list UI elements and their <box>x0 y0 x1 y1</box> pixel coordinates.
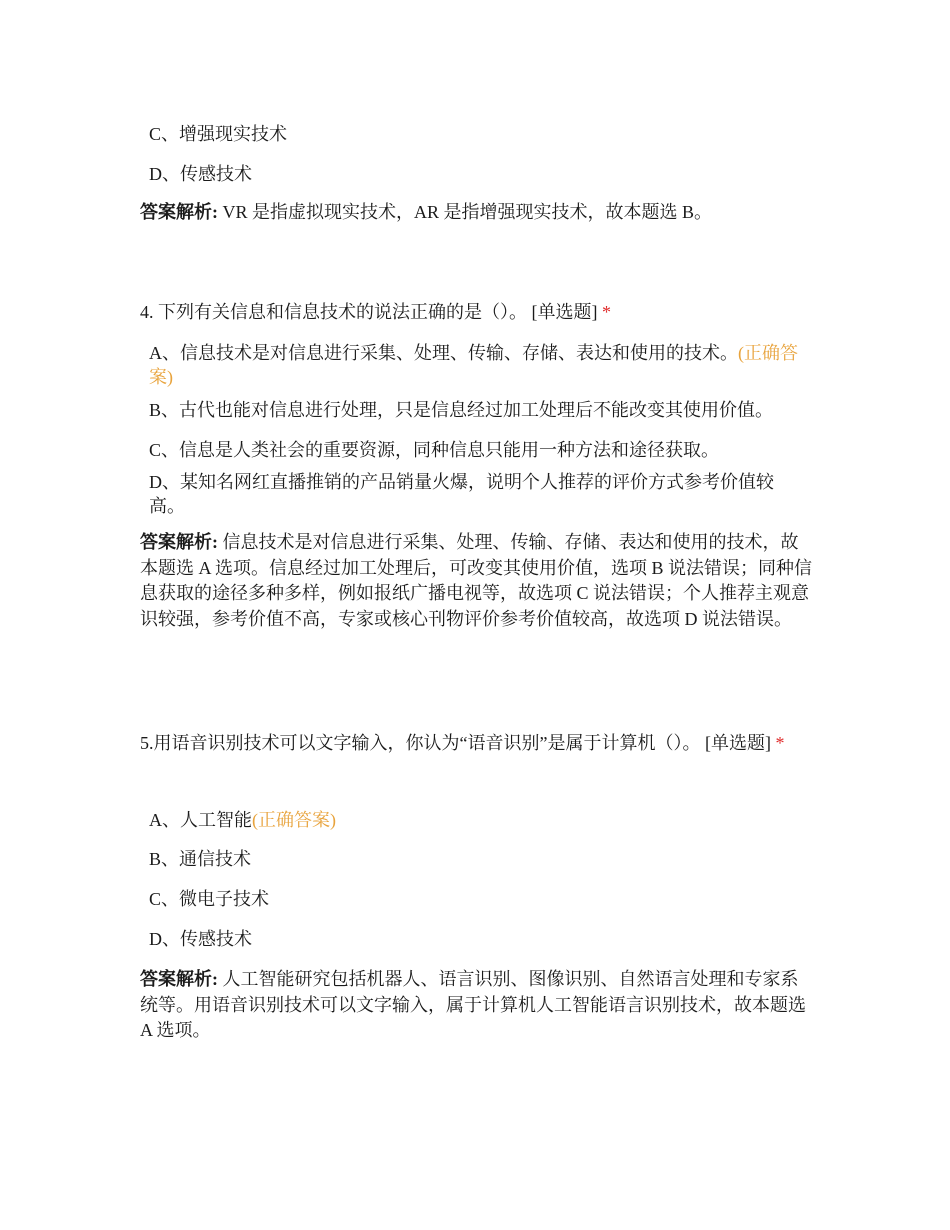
option-text: D、传感技术 <box>149 164 252 184</box>
option-text: C、增强现实技术 <box>149 124 288 144</box>
q5-option-a <box>149 808 809 832</box>
option-text: A、人工智能 <box>149 810 252 830</box>
analysis-label: 答案解析: <box>140 532 218 552</box>
q5-option-b <box>149 847 809 871</box>
option-text: B、古代也能对信息进行处理，只是信息经过加工处理后不能改变其使用价值。 <box>149 400 774 420</box>
q3-option-d <box>149 162 809 186</box>
q4-option-d <box>149 470 809 518</box>
q4-option-a <box>149 341 809 389</box>
required-mark: * <box>602 302 611 322</box>
q5-option-d <box>149 927 809 951</box>
q4-option-b <box>149 398 809 422</box>
option-text: B、通信技术 <box>149 849 252 869</box>
q3-option-c <box>149 122 809 146</box>
analysis-text: 人工智能研究包括机器人、语言识别、图像识别、自然语言处理和专家系统等。用语音识别技术可以文字输入，属于计算机人工智能语言识别技术，故本题选 A 选项。 <box>140 969 806 1040</box>
analysis-text: 信息技术是对信息进行采集、处理、传输、存储、表达和使用的技术，故本题选 A 选项。信息经过加工处理后，可改变其使用价值，选项 B 说法错误；同种信息获取的途径多种多样，例如报纸广播电视等，故选项 C 说法错误；个人推荐主观意识较强，参考价值不高，专家或核心刊物评价参考价值较高，故选项 D 说法错误。 <box>140 532 813 629</box>
analysis-label: 答案解析: <box>140 969 218 989</box>
option-text: A、信息技术是对信息进行采集、处理、传输、存储、表达和使用的技术。 <box>149 343 738 363</box>
analysis-label: 答案解析: <box>140 202 218 222</box>
analysis-text: VR 是指虚拟现实技术，AR 是指增强现实技术，故本题选 B。 <box>222 202 713 222</box>
q4-stem <box>140 297 812 328</box>
q5-stem <box>140 728 812 759</box>
correct-answer-tag: (正确答案) <box>149 343 798 387</box>
correct-answer-tag: (正确答案) <box>252 810 336 830</box>
option-text: C、信息是人类社会的重要资源，同种信息只能用一种方法和途径获取。 <box>149 440 720 460</box>
question-text: 4. 下列有关信息和信息技术的说法正确的是（）。 [单选题] <box>140 302 598 322</box>
required-mark: * <box>775 733 785 753</box>
option-text: C、微电子技术 <box>149 889 270 909</box>
question-text: 5.用语音识别技术可以文字输入，你认为“语音识别”是属于计算机（）。 [单选题] <box>140 733 771 753</box>
q5-option-c <box>149 887 809 911</box>
option-text: D、传感技术 <box>149 929 252 949</box>
q3-analysis <box>140 200 812 226</box>
q4-analysis <box>140 530 812 632</box>
q4-option-c <box>149 438 809 462</box>
option-text: D、某知名网红直播推销的产品销量火爆，说明个人推荐的评价方式参考价值较高。 <box>149 472 774 516</box>
q5-analysis <box>140 967 812 1044</box>
